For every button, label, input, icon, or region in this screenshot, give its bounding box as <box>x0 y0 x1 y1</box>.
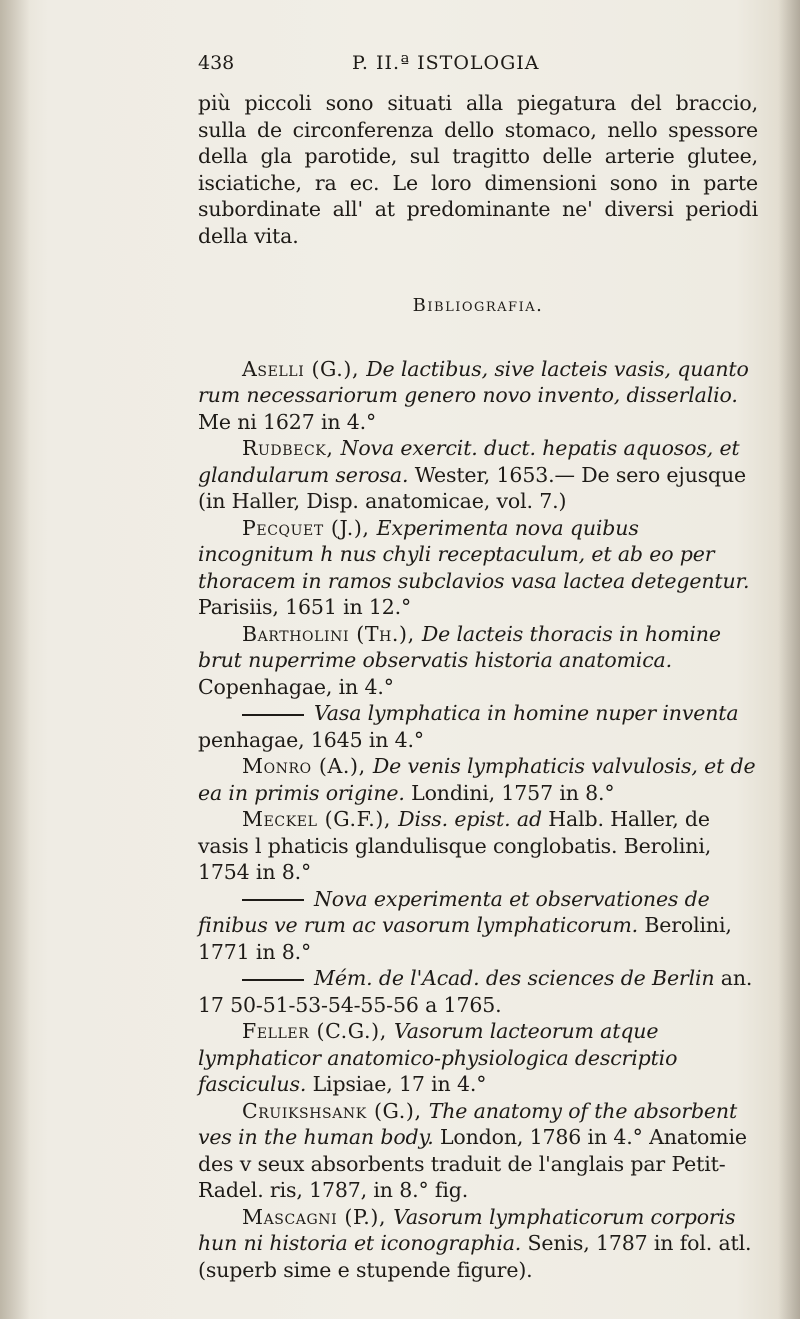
entry-publication: Me ni 1627 in 4.° <box>198 409 377 434</box>
entry-title: Vasorum lymphaticorum corporis hun ni historia et iconographia. <box>198 1204 736 1255</box>
page-number: 438 <box>198 52 235 74</box>
binding-shadow <box>0 0 30 1319</box>
bibliography-entry <box>198 1204 758 1284</box>
entry-title: Diss. epist. ad <box>398 807 542 831</box>
bibliography-entry <box>198 621 758 701</box>
entry-title: Experimenta nova quibus incognitum h nus chyli receptaculum, et ab eo per thoracem in ramos subclavios vasa lactea detegentur. <box>198 515 750 593</box>
ditto-dash <box>242 979 304 981</box>
entry-author: Rudbeck, <box>242 436 341 460</box>
bibliography-entry <box>198 356 758 436</box>
page-edge-shadow <box>778 0 800 1319</box>
running-title: P. II.ª ISTOLOGIA <box>352 52 540 74</box>
bibliography-entry <box>198 700 758 753</box>
entry-publication: Berolini, 1771 in 8.° <box>198 913 732 964</box>
ditto-dash <box>242 899 304 901</box>
bibliography-entry <box>198 753 758 806</box>
entry-publication: Halb. Haller, de vasis l phaticis glandulisque conglobatis. Berolini, 1754 in 8.° <box>198 807 712 884</box>
entry-publication: Parisiis, 1651 in 12.° <box>198 595 412 619</box>
entry-author: Meckel (G.F.), <box>242 807 399 831</box>
bibliography-entry <box>198 886 758 966</box>
entry-author: Cruikshsank (G.), <box>242 1098 429 1123</box>
bibliography-entry <box>198 1018 758 1098</box>
entry-title: Nova exercit. duct. hepatis aquosos, et glandularum serosa. <box>198 436 740 487</box>
entry-publication: penhagae, 1645 in 4.° <box>198 727 425 752</box>
intro-paragraph: più piccoli sono situati alla piegatura del braccio, sulla de circonferenza dello stomaco, nello spessore della gla parotide, sul tragitto delle arterie glutee, isciatiche, ra ec. Le loro dimensioni sono in parte subordinate all' at predominante ne' diversi periodi della vita. <box>198 91 758 248</box>
entry-publication: Londini, 1757 in 8.° <box>404 780 615 805</box>
entry-title: Nova experimenta et observationes de finibus ve rum ac vasorum lymphaticorum. <box>198 886 710 937</box>
entry-author: Feller (C.G.), <box>242 1019 394 1043</box>
bibliography-list <box>198 356 758 1284</box>
entry-title: De lacteis thoracis in homine brut nuperrime observatis historia anatomica. <box>198 621 721 672</box>
entry-title: The anatomy of the absorbent ves in the human body. <box>198 1098 738 1149</box>
entry-title: De lactibus, sive lacteis vasis, quanto rum necessariorum genero novo invento, disserlalio. <box>198 356 749 407</box>
body-text <box>198 90 758 1283</box>
bibliography-entry <box>198 515 758 621</box>
entry-publication: an. 17 50-51-53-54-55-56 a 1765. <box>198 966 753 1017</box>
entry-title: De venis lymphaticis valvulosis, et de ea in primis origine. <box>198 754 756 805</box>
bibliography-entry <box>198 1098 758 1204</box>
entry-author: Pecquet (J.), <box>242 515 377 540</box>
bibliography-entry <box>198 806 758 886</box>
bibliography-heading: Bibliografia. <box>412 295 544 316</box>
entry-title: Mém. de l'Acad. des sciences de Berlin <box>314 966 715 990</box>
entry-publication: Senis, 1787 in fol. atl. (superb sime e stupende figure). <box>198 1231 752 1282</box>
entry-author: Aselli (G.), <box>242 356 367 381</box>
entry-publication: Lipsiae, 17 in 4.° <box>306 1072 487 1096</box>
entry-author: Monro (A.), <box>242 754 373 778</box>
running-header <box>198 52 718 80</box>
entry-publication: Copenhagae, in 4.° <box>198 674 394 699</box>
bibliography-entry <box>198 435 758 515</box>
entry-publication: London, 1786 in 4.° Anatomie des v seux absorbents traduit de l'anglais par Petit-Radel. ris, 1787, in 8.° fig. <box>198 1125 747 1202</box>
entry-author: Bartholini (Th.), <box>242 621 422 646</box>
entry-title: Vasorum lacteorum atque lymphaticor anatomico-physiologica descriptio fasciculus. <box>198 1019 678 1096</box>
entry-author: Mascagni (P.), <box>242 1204 394 1229</box>
entry-title: Vasa lymphatica in homine nuper inventa <box>314 701 739 725</box>
bibliography-entry <box>198 965 758 1018</box>
ditto-dash <box>242 714 304 716</box>
entry-publication: Wester, 1653.— De sero ejusque (in Haller, Disp. anatomicae, vol. 7.) <box>198 462 747 513</box>
